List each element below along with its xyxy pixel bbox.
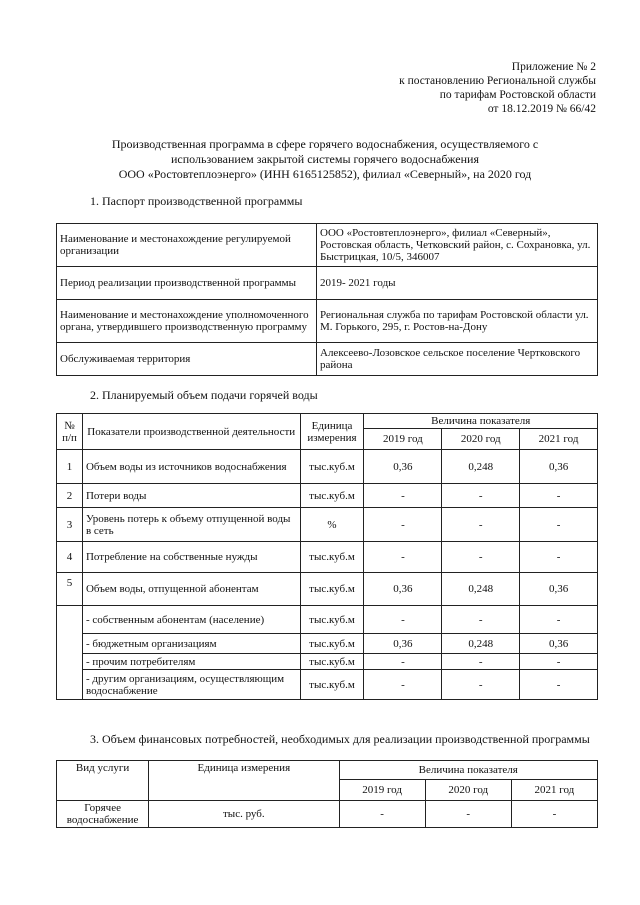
table-row	[57, 484, 598, 508]
service-2021: -	[511, 801, 597, 828]
row-2020: 0,248	[442, 573, 520, 606]
appendix-number: Приложение № 2	[511, 61, 596, 73]
row-name: Объем воды из источников водоснабжения	[82, 450, 300, 484]
appendix-header	[399, 60, 596, 116]
service-2020: -	[425, 801, 511, 828]
row-2019: -	[364, 484, 442, 508]
row-2019: 0,36	[364, 634, 442, 654]
table-row	[57, 300, 598, 343]
row-num-empty	[57, 606, 83, 700]
table-row	[57, 224, 598, 267]
col-unit: Единица измерения	[300, 414, 364, 450]
row-unit: тыс.куб.м	[300, 654, 364, 670]
table-row	[57, 634, 598, 654]
row-name: - бюджетным организациям	[82, 634, 300, 654]
row-2021: -	[520, 654, 598, 670]
service-unit: тыс. руб.	[149, 801, 339, 828]
table-row	[57, 542, 598, 573]
row-2020: -	[442, 542, 520, 573]
section2-heading: 2. Планируемый объем подачи горячей воды	[90, 388, 318, 402]
row-2020: -	[442, 654, 520, 670]
row-name: Уровень потерь к объему отпущенной воды в сеть	[82, 508, 300, 542]
passport-value: Региональная служба по тарифам Ростовской области ул. М. Горького, 295, г. Ростов-на-Дону	[317, 300, 598, 343]
table-row	[57, 508, 598, 542]
financial-table	[56, 760, 598, 828]
row-2019: -	[364, 542, 442, 573]
row-2021: 0,36	[520, 573, 598, 606]
table-row	[57, 670, 598, 700]
appendix-date: от 18.12.2019 № 66/42	[487, 103, 596, 115]
col-indicator: Показатели производственной деятельности	[82, 414, 300, 450]
row-name: Объем воды, отпущенной абонентам	[82, 573, 300, 606]
row-2021: -	[520, 508, 598, 542]
row-2020: -	[442, 606, 520, 634]
row-num: 5	[57, 573, 83, 606]
passport-value: Алексеево-Лозовское сельское поселение Чертковского района	[317, 343, 598, 376]
row-num: 4	[57, 542, 83, 573]
table-row	[57, 267, 598, 300]
col-2021: 2021 год	[520, 429, 598, 450]
passport-value: 2019- 2021 годы	[317, 267, 598, 300]
passport-value: ООО «Ростовтеплоэнерго», филиал «Северный», Ростовская область, Четковский район, с. Сохрановка, ул. Быстрицкая, 10/5, 346007	[317, 224, 598, 267]
row-2021: -	[520, 484, 598, 508]
col-value: Величина показателя	[339, 761, 598, 780]
row-unit: %	[300, 508, 364, 542]
table-header-row	[57, 761, 598, 780]
section3-heading: 3. Объем финансовых потребностей, необходимых для реализации производственной программы	[90, 732, 590, 746]
row-unit: тыс.куб.м	[300, 542, 364, 573]
row-2019: 0,36	[364, 450, 442, 484]
table-row	[57, 801, 598, 828]
row-2019: 0,36	[364, 573, 442, 606]
col-2019: 2019 год	[339, 780, 425, 801]
table-header-row	[57, 414, 598, 429]
col-num: № п/п	[57, 414, 83, 450]
row-2020: -	[442, 508, 520, 542]
row-num: 2	[57, 484, 83, 508]
service-name: Горячее водоснабжение	[57, 801, 149, 828]
title-line-3: ООО «Ростовтеплоэнерго» (ИНН 6165125852), филиал «Северный», на 2020 год	[118, 167, 532, 181]
row-unit: тыс.куб.м	[300, 670, 364, 700]
row-2021: -	[520, 606, 598, 634]
row-unit: тыс.куб.м	[300, 606, 364, 634]
passport-label: Наименование и местонахождение уполномоченного органа, утвердившего производственную программу	[57, 300, 317, 343]
row-unit: тыс.куб.м	[300, 573, 364, 606]
col-unit: Единица измерения	[149, 761, 339, 801]
table-row	[57, 654, 598, 670]
section1-heading: 1. Паспорт производственной программы	[90, 194, 303, 208]
col-2021: 2021 год	[511, 780, 597, 801]
passport-table	[56, 223, 598, 376]
row-2020: 0,248	[442, 450, 520, 484]
col-2020: 2020 год	[442, 429, 520, 450]
row-unit: тыс.куб.м	[300, 634, 364, 654]
appendix-ref: к постановлению Региональной службы	[399, 75, 596, 87]
row-name: Потери воды	[82, 484, 300, 508]
appendix-ref-2: по тарифам Ростовской области	[439, 89, 596, 101]
col-value: Величина показателя	[364, 414, 598, 429]
row-name: Потребление на собственные нужды	[82, 542, 300, 573]
row-2019: -	[364, 606, 442, 634]
row-unit: тыс.куб.м	[300, 484, 364, 508]
row-2019: -	[364, 670, 442, 700]
title-line-2: использованием закрытой системы горячего водоснабжения	[171, 152, 479, 166]
row-num: 1	[57, 450, 83, 484]
service-2019: -	[339, 801, 425, 828]
passport-label: Обслуживаемая территория	[57, 343, 317, 376]
passport-label: Период реализации производственной программы	[57, 267, 317, 300]
col-service: Вид услуги	[57, 761, 149, 801]
row-2021: 0,36	[520, 450, 598, 484]
row-name: - прочим потребителям	[82, 654, 300, 670]
title-line-1: Производственная программа в сфере горячего водоснабжения, осуществляемого с	[111, 137, 539, 151]
row-2020: 0,248	[442, 634, 520, 654]
document-title	[60, 137, 590, 182]
water-supply-table	[56, 413, 598, 700]
table-row	[57, 606, 598, 634]
col-2019: 2019 год	[364, 429, 442, 450]
row-num: 3	[57, 508, 83, 542]
row-2020: -	[442, 670, 520, 700]
row-2021: 0,36	[520, 634, 598, 654]
row-2019: -	[364, 508, 442, 542]
row-2019: -	[364, 654, 442, 670]
row-name: - собственным абонентам (население)	[82, 606, 300, 634]
row-2020: -	[442, 484, 520, 508]
col-2020: 2020 год	[425, 780, 511, 801]
row-2021: -	[520, 542, 598, 573]
row-name: - другим организациям, осуществляющим водоснабжение	[82, 670, 300, 700]
passport-label: Наименование и местонахождение регулируемой организации	[57, 224, 317, 267]
table-row	[57, 450, 598, 484]
row-2021: -	[520, 670, 598, 700]
row-unit: тыс.куб.м	[300, 450, 364, 484]
table-row	[57, 573, 598, 606]
table-row	[57, 343, 598, 376]
